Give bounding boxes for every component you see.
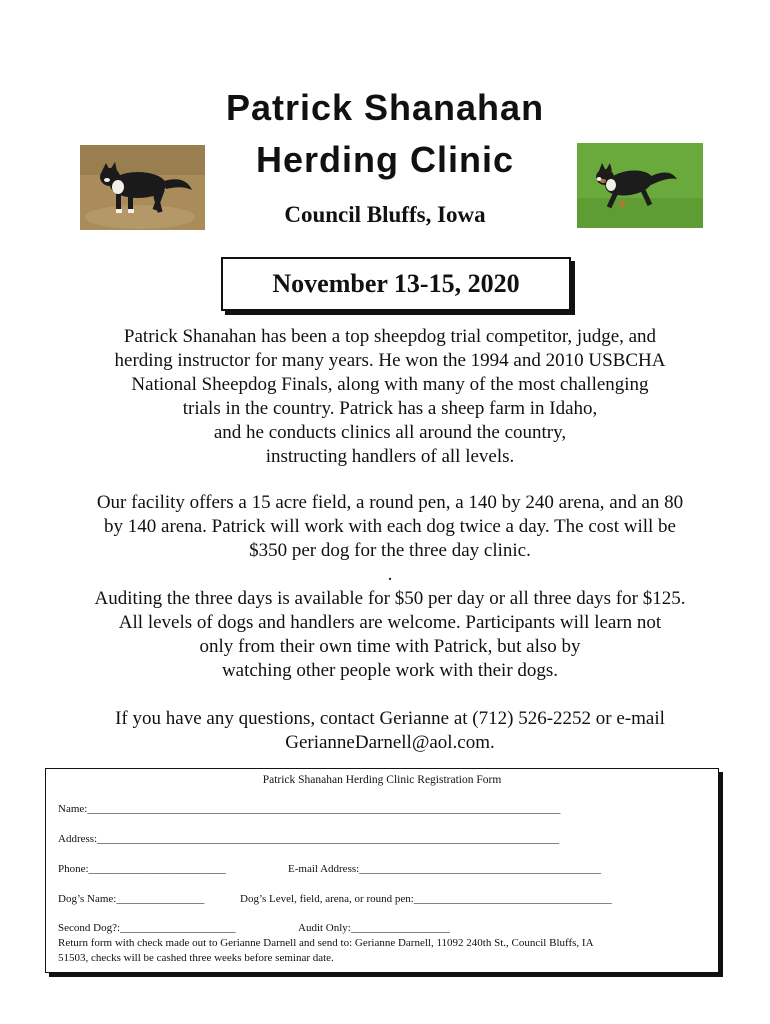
dog-level-field[interactable]: Dog’s Level, field, arena, or round pen:____________________________________ xyxy=(240,893,612,905)
second-dog-field[interactable]: Second Dog?:_____________________ xyxy=(58,922,236,934)
form-instructions xyxy=(58,936,708,966)
separator-dot: . xyxy=(387,564,393,585)
instructions-line: Return form with check made out to Gerianne Darnell and send to: Gerianne Darnell, 11092 240th St., Council Bluffs, IA xyxy=(58,937,594,949)
auditing-paragraph xyxy=(40,587,740,683)
contact-email: GerianneDarnell@aol.com. xyxy=(285,732,495,753)
facility-line: by 140 arena. Patrick will work with each dog twice a day. The cost will be xyxy=(104,516,676,537)
contact-paragraph xyxy=(40,707,740,755)
facility-line: $350 per dog for the three day clinic. xyxy=(249,540,531,561)
form-title: Patrick Shanahan Herding Clinic Registration Form xyxy=(262,774,502,786)
dog-name-field[interactable]: Dog’s Name:________________ xyxy=(58,893,205,905)
registration-form xyxy=(45,768,719,973)
address-field[interactable]: Address:____________________________________________________________________________________ xyxy=(58,833,560,845)
intro-line: trials in the country. Patrick has a sheep farm in Idaho, xyxy=(182,398,598,419)
instructions-line: 51503, checks will be cashed three weeks before seminar date. xyxy=(58,952,334,964)
intro-line: instructing handlers of all levels. xyxy=(265,446,515,467)
name-field[interactable]: Name:______________________________________________________________________________________ xyxy=(58,803,561,815)
event-dates: November 13-15, 2020 xyxy=(272,269,520,298)
contact-line: If you have any questions, contact Gerianne at (712) 526-2252 or e-mail xyxy=(115,708,665,729)
auditing-line: Auditing the three days is available for $50 per day or all three days for $125. xyxy=(94,588,686,609)
event-dates-box xyxy=(221,257,571,311)
email-field[interactable]: E-mail Address:____________________________________________ xyxy=(288,863,602,875)
title-line-2: Herding Clinic xyxy=(255,139,515,180)
phone-field[interactable]: Phone:_________________________ xyxy=(58,863,227,875)
facility-line: Our facility offers a 15 acre field, a round pen, a 140 by 240 arena, and an 80 xyxy=(96,492,684,513)
intro-line: Patrick Shanahan has been a top sheepdog trial competitor, judge, and xyxy=(123,326,657,347)
title-line-1: Patrick Shanahan xyxy=(225,87,545,128)
auditing-line: watching other people work with their dogs. xyxy=(221,660,559,681)
location: Council Bluffs, Iowa xyxy=(284,202,486,227)
auditing-line: All levels of dogs and handlers are welcome. Participants will learn not xyxy=(118,612,662,633)
auditing-line: only from their own time with Patrick, but also by xyxy=(199,636,581,657)
audit-only-field[interactable]: Audit Only:__________________ xyxy=(298,922,450,934)
intro-line: National Sheepdog Finals, along with many of the most challenging xyxy=(131,374,649,395)
intro-line: herding instructor for many years. He won the 1994 and 2010 USBCHA xyxy=(114,350,666,371)
intro-line: and he conducts clinics all around the country, xyxy=(213,422,567,443)
intro-paragraph xyxy=(40,325,740,469)
facility-paragraph xyxy=(40,491,740,563)
